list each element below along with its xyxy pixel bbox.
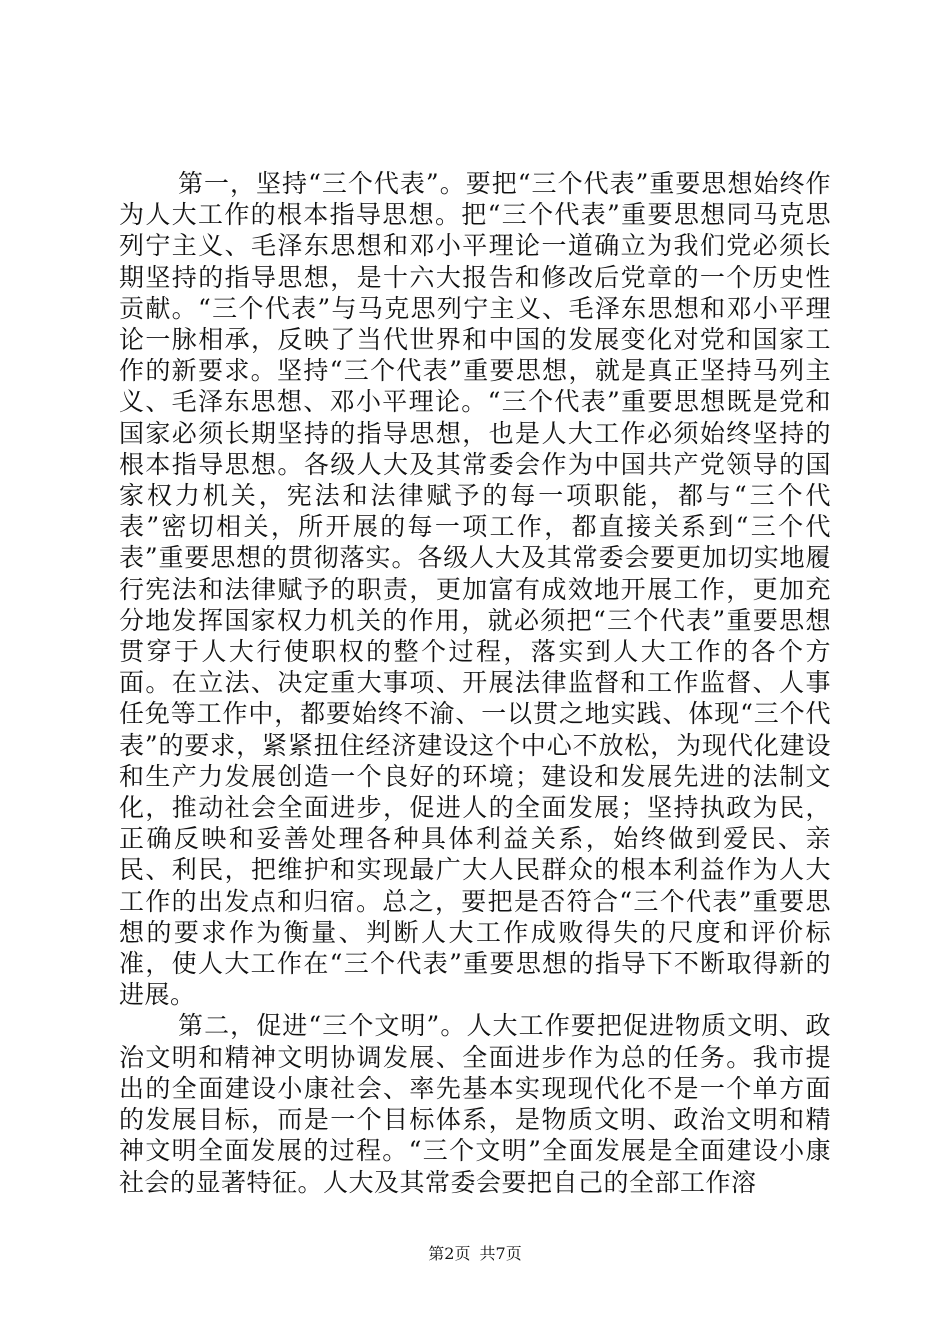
document-body [119, 168, 831, 1198]
paragraph-2: 第二，促进“三个文明”。人大工作要把促进物质文明、政治文明和精神文明协调发展、全面进步作为总的任务。我市提出的全面建设小康社会、率先基本实现现代化不是一个单方面的发展目标，而是一个目标体系，是物质文明、政治文明和精神文明全面发展的过程。“三个文明”全面发展是全面建设小康社会的显著特征。人大及其常委会要把自己的全部工作溶 [119, 1011, 831, 1197]
page-total: 共7页 [479, 1244, 522, 1263]
page-number: 第2页 [428, 1244, 471, 1263]
page-footer [0, 1244, 950, 1264]
paragraph-1: 第一，坚持“三个代表”。要把“三个代表”重要思想始终作为人大工作的根本指导思想。把“三个代表”重要思想同马克思列宁主义、毛泽东思想和邓小平理论一道确立为我们党必须长期坚持的指导思想，是十六大报告和修改后党章的一个历史性贡献。“三个代表”与马克思列宁主义、毛泽东思想和邓小平理论一脉相承，反映了当代世界和中国的发展变化对党和国家工作的新要求。坚持“三个代表”重要思想，就是真正坚持马列主义、毛泽东思想、邓小平理论。“三个代表”重要思想既是党和国家必须长期坚持的指导思想，也是人大工作必须始终坚持的根本指导思想。各级人大及其常委会作为中国共产党领导的国家权力机关，宪法和法律赋予的每一项职能，都与“三个代表”密切相关，所开展的每一项工作，都直接关系到“三个代表”重要思想的贯彻落实。各级人大及其常委会要更加切实地履行宪法和法律赋予的职责，更加富有成效地开展工作，更加充分地发挥国家权力机关的作用，就必须把“三个代表”重要思想贯穿于人大行使职权的整个过程，落实到人大工作的各个方面。在立法、决定重大事项、开展法律监督和工作监督、人事任免等工作中，都要始终不渝、一以贯之地实践、体现“三个代表”的要求，紧紧扭住经济建设这个中心不放松，为现代化建设和生产力发展创造一个良好的环境；建设和发展先进的法制文化，推动社会全面进步，促进人的全面发展；坚持执政为民，正确反映和妥善处理各种具体利益关系，始终做到爱民、亲民、利民，把维护和实现最广大人民群众的根本利益作为人大工作的出发点和归宿。总之，要把是否符合“三个代表”重要思想的要求作为衡量、判断人大工作成败得失的尺度和评价标准，使人大工作在“三个代表”重要思想的指导下不断取得新的进展。 [119, 169, 831, 1010]
